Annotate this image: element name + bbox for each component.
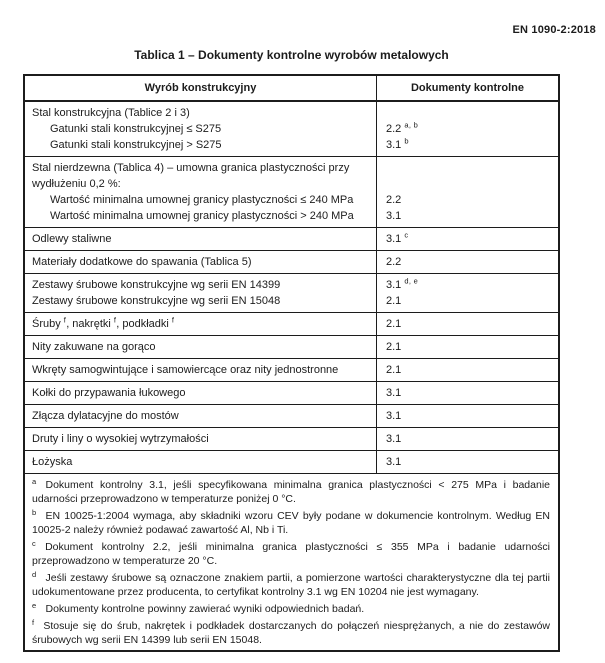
document-cell: 3.1 — [386, 387, 402, 399]
product-cell: Kołki do przypawania łukowego — [25, 382, 377, 404]
document-cell: 2.1 — [386, 318, 402, 330]
product-cell: Gatunki stali konstrukcyjnej ≤ S275 — [25, 121, 377, 137]
product-cell: Odlewy staliwne — [25, 228, 377, 250]
product-cell: Wkręty samogwintujące i samowiercące oraz nity jednostronne — [25, 359, 377, 381]
document-cell — [377, 157, 558, 192]
table-row — [25, 451, 558, 474]
document-cell: 3.1 $^c$ — [386, 230, 409, 245]
footnote: $^b$ EN 10025-1:2004 wymaga, aby składniki wzoru CEV były podane w dokumencie kontrolnym. Według EN 10025-2 należy również podawać zawartość Al, Nb i Ti. — [32, 507, 550, 536]
document-cell: 3.1 — [386, 433, 402, 445]
product-cell: Śruby $^f$, nakrętki $^f$, podkładki $^f$ — [25, 313, 377, 335]
product-cell: Zestawy śrubowe konstrukcyjne wg serii EN 15048 — [25, 293, 377, 312]
product-cell: Złącza dylatacyjne do mostów — [25, 405, 377, 427]
header-cell-documents: Dokumenty kontrolne — [410, 82, 525, 94]
table-header-row — [25, 76, 558, 102]
footnote-marker: a — [32, 476, 37, 486]
table-body — [25, 102, 558, 474]
footnote: $^c$ Dokument kontrolny 2.2, jeśli minimalna granica plastyczności ≤ 355 MPa i badanie udarności przeprowadzono w temperaturze 20 °C. — [32, 538, 550, 567]
product-cell: Wartość minimalna umownej granicy plastyczności > 240 MPa — [25, 208, 377, 227]
table-row — [25, 428, 558, 451]
table-row — [25, 405, 558, 428]
table-row — [25, 336, 558, 359]
footnote: $^a$ Dokument kontrolny 3.1, jeśli specyfikowana minimalna granica plastyczności < 275 MPa i badanie udarności przeprowadzono w temperaturze poniżej 0 °C. — [32, 476, 550, 505]
table-row — [25, 274, 558, 313]
document-cell: 2.2 $^{a, b}$ — [386, 120, 419, 135]
table-row — [25, 359, 558, 382]
document-cell: 2.1 — [386, 295, 402, 307]
product-cell: Stal nierdzewna (Tablica 4) – umowna granica plastyczności przy wydłużeniu 0,2 %: — [25, 157, 377, 192]
table-row — [25, 382, 558, 405]
document-cell: 3.1 — [386, 210, 402, 222]
table-row — [25, 228, 558, 251]
document-cell — [377, 102, 558, 121]
footnote-marker: d — [32, 569, 37, 579]
footnote-marker: c — [32, 538, 37, 548]
footnote-marker: b — [32, 507, 37, 517]
doc-reference: EN 1090-2:2018 — [512, 24, 596, 36]
table-row — [25, 157, 558, 228]
document-cell: 3.1 $^{d, e}$ — [386, 276, 419, 291]
product-cell: Zestawy śrubowe konstrukcyjne wg serii EN 14399 — [25, 274, 377, 293]
footnote: $^d$ Jeśli zestawy śrubowe są oznaczone znakiem partii, a pomierzone wartości charakterystyczne dla tej partii udokumentowane przez producenta, to certyfikat kontrolny 3.1 wg EN 10204 nie jest wymagany. — [32, 569, 550, 598]
control-documents-table — [23, 74, 560, 652]
footnote-marker: e — [32, 600, 37, 610]
product-cell: Stal konstrukcyjna (Tablice 2 i 3) — [25, 102, 377, 121]
product-cell: Druty i liny o wysokiej wytrzymałości — [25, 428, 377, 450]
document-cell: 3.1 $^b$ — [386, 136, 409, 151]
document-cell: 2.2 — [386, 256, 402, 268]
document-cell: 2.1 — [386, 341, 402, 353]
document-cell: 2.1 — [386, 364, 402, 376]
document-cell: 2.2 — [386, 194, 402, 206]
table-row — [25, 251, 558, 274]
product-cell: Łożyska — [25, 451, 377, 473]
product-cell: Materiały dodatkowe do spawania (Tablica 5) — [25, 251, 377, 273]
footnote: $^f$ Stosuje się do śrub, nakrętek i podkładek dostarczanych do połączeń niesprężanych, a nie do zestawów śrubowych wg serii EN 14399 lub serii EN 15048. — [32, 617, 550, 646]
table-row — [25, 102, 558, 157]
product-cell: Gatunki stali konstrukcyjnej > S275 — [25, 137, 377, 156]
document-cell: 3.1 — [386, 410, 402, 422]
header-cell-product: Wyrób konstrukcyjny — [25, 76, 377, 100]
table-row — [25, 313, 558, 336]
footnote: $^e$ Dokumenty kontrolne powinny zawierać wyniki odpowiednich badań. — [32, 600, 365, 615]
footnotes-section — [25, 474, 558, 650]
product-cell: Wartość minimalna umownej granicy plastyczności ≤ 240 MPa — [25, 192, 377, 208]
document-cell: 3.1 — [386, 456, 402, 468]
footnote-marker: f — [32, 617, 35, 627]
product-cell: Nity zakuwane na gorąco — [25, 336, 377, 358]
table-title: Tablica 1 – Dokumenty kontrolne wyrobów metalowych — [134, 48, 449, 62]
